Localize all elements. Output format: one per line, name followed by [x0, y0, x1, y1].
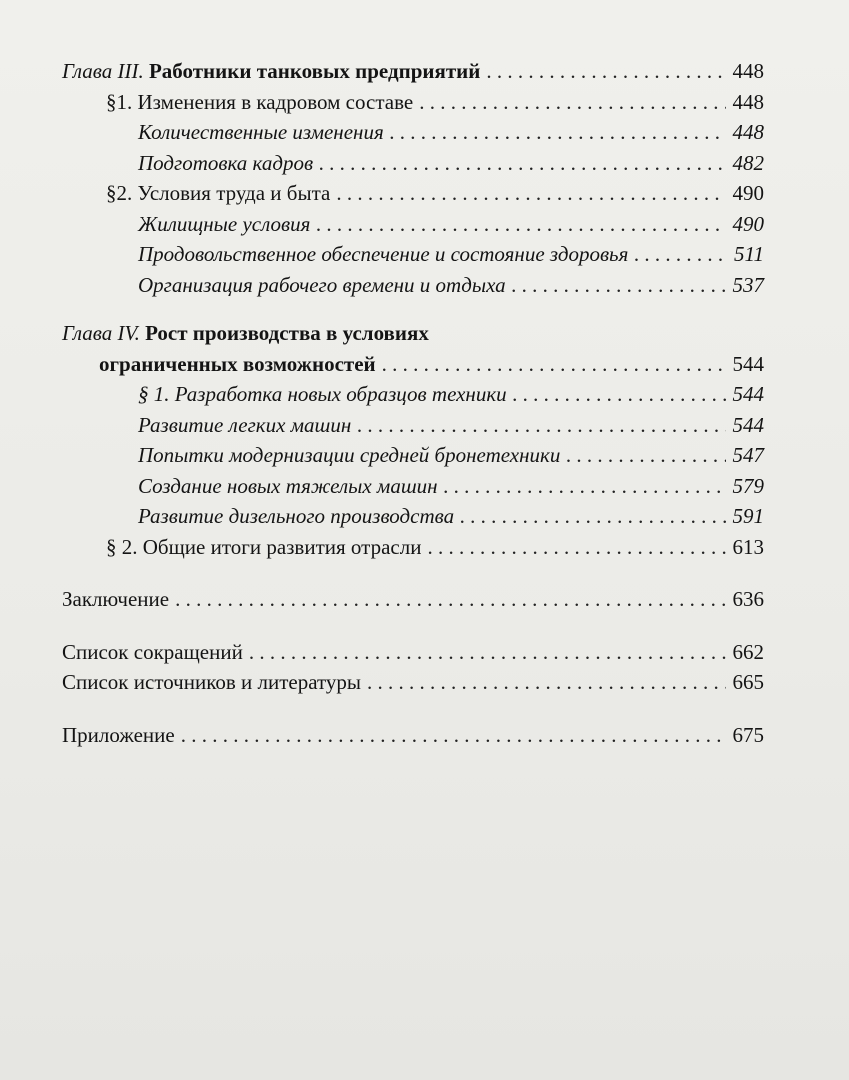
subsection-page: 511	[734, 242, 764, 266]
entry-page: 665	[732, 670, 764, 694]
toc-entry-sources[interactable]	[62, 667, 764, 698]
toc-entry-chapter-4-line1[interactable]	[62, 318, 764, 349]
chapter-3-label: Глава III.	[62, 59, 144, 83]
dot-leader	[357, 410, 726, 441]
subsection-title: Подготовка кадров	[138, 150, 314, 175]
chapter-4-title-line2: ограниченных возможностей	[99, 351, 376, 376]
dot-leader	[486, 56, 726, 87]
section-page: 544	[732, 382, 764, 406]
dot-leader	[460, 501, 726, 532]
toc-entry-ch4-section-2[interactable]	[62, 532, 764, 563]
section-page: 613	[732, 534, 764, 559]
subsection-title: Развитие дизельного производства	[138, 504, 455, 528]
section-title: § 2. Общие итоги развития отрасли	[106, 534, 422, 559]
spacer	[62, 300, 764, 318]
toc-entry-ch3-s1-quantitative[interactable]	[62, 117, 764, 148]
dot-leader	[390, 117, 726, 148]
dot-leader	[419, 87, 726, 118]
toc-entry-ch4-s1-heavy[interactable]	[62, 471, 764, 502]
toc-entry-appendix[interactable]	[62, 720, 764, 751]
dot-leader	[566, 440, 726, 471]
section-page: 490	[732, 181, 764, 205]
dot-leader	[316, 209, 726, 240]
dot-leader	[367, 667, 726, 698]
subsection-page: 547	[732, 443, 764, 467]
toc-entry-conclusion[interactable]	[62, 584, 764, 615]
toc-entry-ch4-s1-diesel[interactable]	[62, 501, 764, 532]
toc-entry-abbreviations[interactable]	[62, 637, 764, 668]
subsection-page: 482	[732, 150, 764, 175]
chapter-4-heading	[62, 318, 429, 349]
chapter-4-label: Глава IV.	[62, 321, 140, 345]
toc-entry-ch3-s2-worktime[interactable]	[62, 270, 764, 301]
subsection-page: 579	[732, 473, 764, 498]
chapter-4-title-line1: Рост производства в условиях	[145, 321, 429, 345]
chapter-4-page: 544	[732, 351, 764, 376]
table-of-contents	[62, 56, 764, 750]
subsection-title: Попытки модернизации средней бронетехники	[138, 443, 561, 467]
entry-page: 636	[732, 587, 764, 611]
toc-entry-ch4-s1-medium[interactable]	[62, 440, 764, 471]
dot-leader	[513, 379, 726, 410]
entry-title: Список сокращений	[62, 639, 243, 664]
entry-title: Список источников и литературы	[62, 670, 362, 694]
subsection-title: Развитие легких машин	[138, 412, 352, 437]
subsection-title: Создание новых тяжелых машин	[138, 473, 438, 498]
dot-leader	[249, 637, 726, 668]
subsection-title: Жилищные условия	[138, 211, 311, 236]
dot-leader	[634, 239, 726, 270]
dot-leader	[427, 532, 726, 563]
chapter-3-heading	[62, 56, 480, 87]
dot-leader	[175, 584, 726, 615]
dot-leader	[319, 148, 726, 179]
spacer	[62, 698, 764, 720]
section-title: § 1. Разработка новых образцов техники	[138, 382, 507, 406]
spacer	[62, 562, 764, 584]
subsection-page: 537	[732, 272, 764, 297]
dot-leader	[512, 270, 726, 301]
entry-title: Приложение	[62, 722, 175, 747]
subsection-page: 448	[732, 120, 764, 144]
subsection-title: Организация рабочего времени и отдыха	[138, 272, 506, 297]
toc-entry-ch3-s2-food[interactable]	[62, 239, 764, 270]
subsection-page: 490	[732, 211, 764, 236]
toc-entry-chapter-4-line2[interactable]	[62, 349, 764, 380]
toc-entry-chapter-3[interactable]	[62, 56, 764, 87]
entry-page: 662	[732, 639, 764, 664]
subsection-title: Продовольственное обеспечение и состояние здоровья	[138, 242, 629, 266]
chapter-3-page: 448	[732, 59, 764, 83]
section-title: §1. Изменения в кадровом составе	[106, 89, 414, 114]
subsection-page: 591	[732, 504, 764, 528]
spacer	[62, 615, 764, 637]
section-page: 448	[732, 89, 764, 114]
entry-page: 675	[732, 722, 764, 747]
entry-title: Заключение	[62, 587, 170, 611]
subsection-title: Количественные изменения	[138, 120, 384, 144]
dot-leader	[181, 720, 726, 751]
dot-leader	[382, 349, 726, 380]
toc-entry-ch4-section-1[interactable]	[62, 379, 764, 410]
toc-entry-ch3-s2-housing[interactable]	[62, 209, 764, 240]
toc-entry-ch3-section-1[interactable]	[62, 87, 764, 118]
toc-entry-ch3-s1-training[interactable]	[62, 148, 764, 179]
subsection-page: 544	[732, 412, 764, 437]
toc-entry-ch3-section-2[interactable]	[62, 178, 764, 209]
section-title: §2. Условия труда и быта	[106, 181, 331, 205]
dot-leader	[336, 178, 726, 209]
toc-entry-ch4-s1-light[interactable]	[62, 410, 764, 441]
dot-leader	[444, 471, 726, 502]
chapter-3-title: Работники танковых предприятий	[148, 59, 481, 83]
